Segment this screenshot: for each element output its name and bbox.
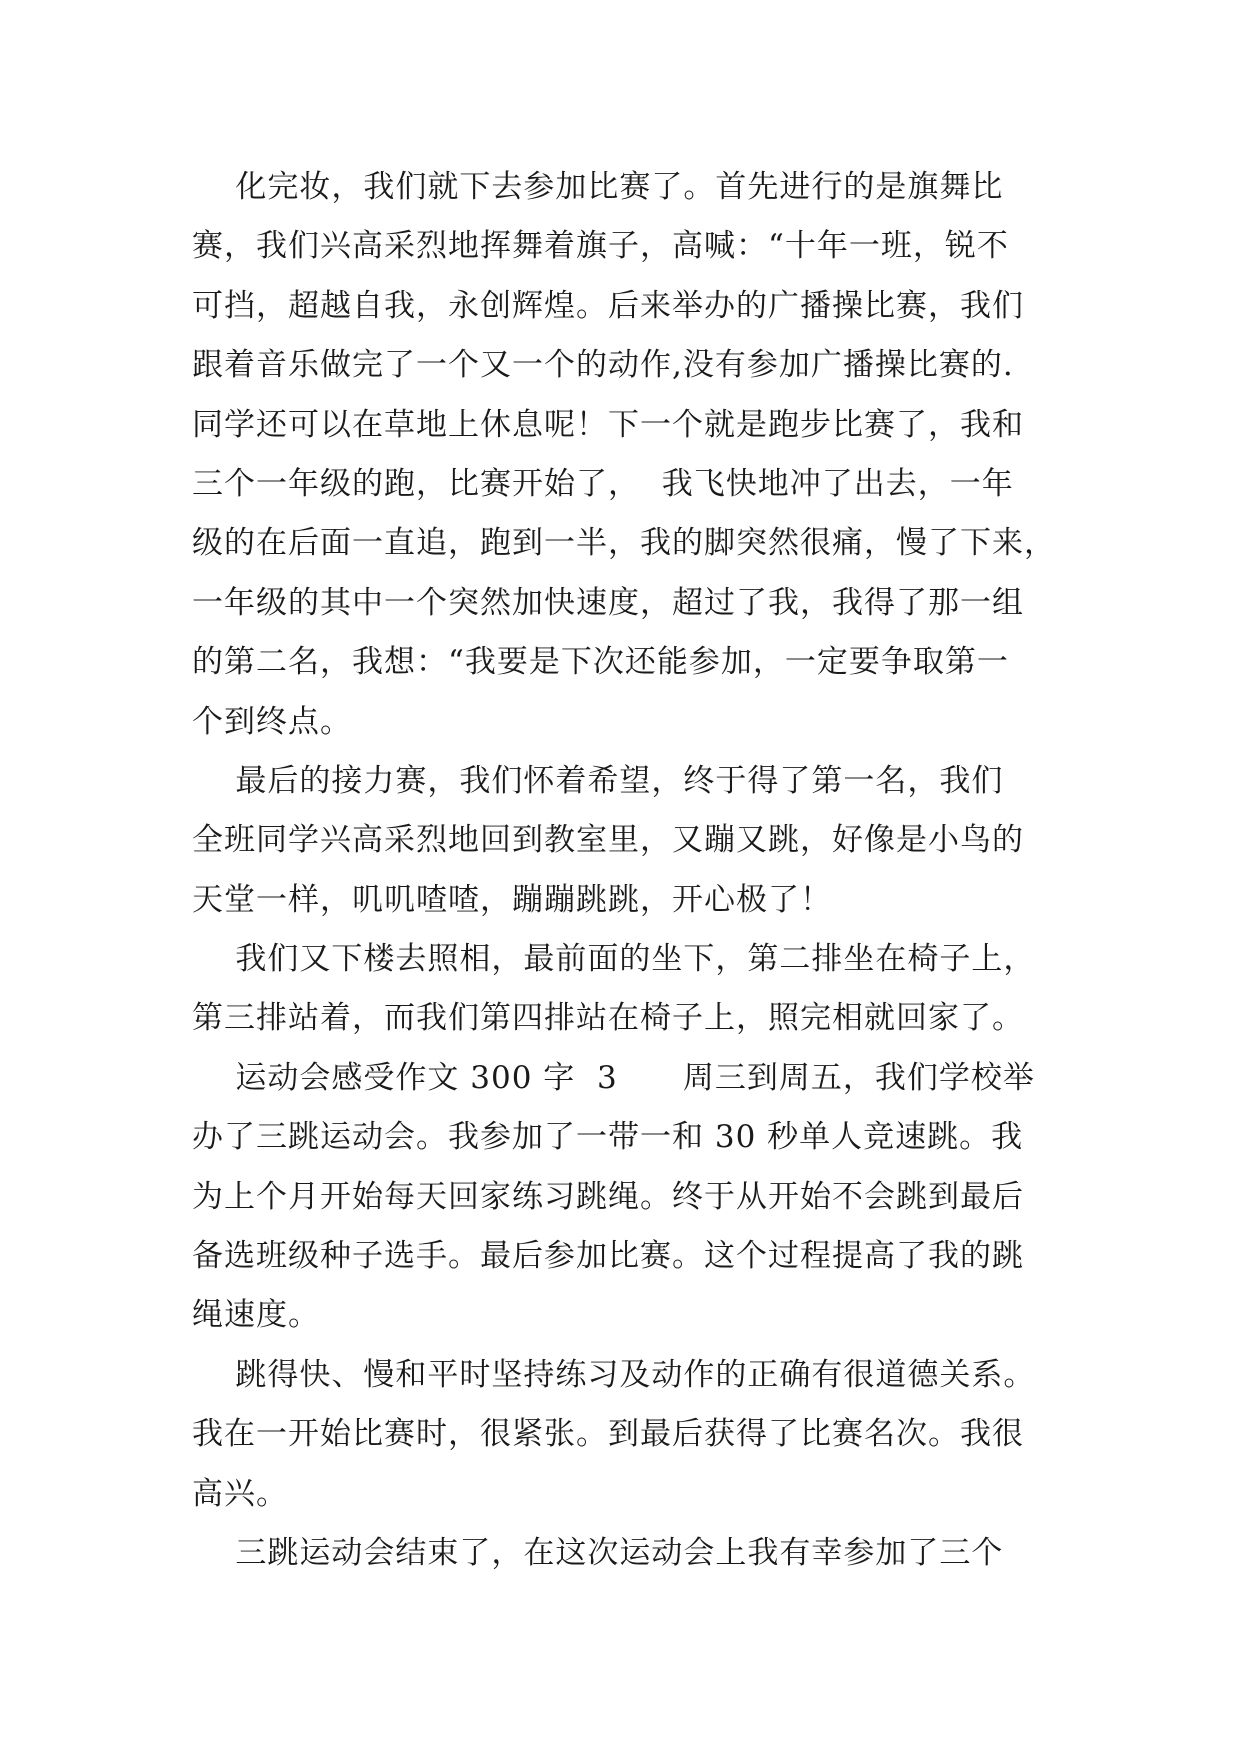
- text-line: 跟着音乐做完了一个又一个的动作,没有参加广播操比赛的.: [192, 347, 1014, 384]
- text-line: 的第二名，我想：“我要是下次还能参加，一定要争取第一: [192, 644, 1009, 681]
- text-line: 全班同学兴高采烈地回到教室里，又蹦又跳，好像是小鸟的: [192, 822, 1024, 859]
- text-line: 同学还可以在草地上休息呢！下一个就是跑步比赛了，我和: [192, 406, 1024, 443]
- text-line: 赛，我们兴高采烈地挥舞着旗子，高喊：“十年一班，锐不: [192, 228, 1009, 265]
- text-line: 绳速度。: [192, 1297, 320, 1334]
- text-line: 级的在后面一直追，跑到一半，我的脚突然很痛，慢了下来，: [192, 525, 1056, 562]
- text-line: 天堂一样，叽叽喳喳，蹦蹦跳跳，开心极了！: [192, 881, 832, 918]
- text-line: 一年级的其中一个突然加快速度，超过了我，我得了那一组: [192, 584, 1024, 621]
- text-line: 最后的接力赛，我们怀着希望，终于得了第一名，我们: [192, 762, 1004, 799]
- text-line: 高兴。: [192, 1475, 288, 1512]
- text-line: 个到终点。: [192, 703, 352, 740]
- text-line: 办了三跳运动会。我参加了一带一和 30 秒单人竞速跳。我: [192, 1119, 1024, 1156]
- text-line: 我在一开始比赛时，很紧张。到最后获得了比赛名次。我很: [192, 1416, 1024, 1453]
- text-line: 化完妆，我们就下去参加比赛了。首先进行的是旗舞比: [192, 169, 1004, 205]
- text-line: 可挡，超越自我，永创辉煌。后来举办的广播操比赛，我们: [192, 287, 1024, 324]
- text-line: 三跳运动会结束了，在这次运动会上我有幸参加了三个: [192, 1534, 1004, 1571]
- text-line: 备选班级种子选手。最后参加比赛。这个过程提高了我的跳: [192, 1238, 1024, 1275]
- body-text: [192, 158, 1072, 1583]
- text-line: 为上个月开始每天回家练习跳绳。终于从开始不会跳到最后: [192, 1178, 1024, 1215]
- text-line: 三个一年级的跑，比赛开始了， 我飞快地冲了出去，一年: [192, 465, 1014, 502]
- text-line: 我们又下楼去照相，最前面的坐下，第二排坐在椅子上，: [192, 941, 1036, 978]
- text-line: 跳得快、慢和平时坚持练习及动作的正确有很道德关系。: [192, 1356, 1036, 1393]
- text-line: 第三排站着，而我们第四排站在椅子上，照完相就回家了。: [192, 1000, 1024, 1037]
- text-line: 运动会感受作文 300 字 3 周三到周五，我们学校举: [192, 1059, 1035, 1096]
